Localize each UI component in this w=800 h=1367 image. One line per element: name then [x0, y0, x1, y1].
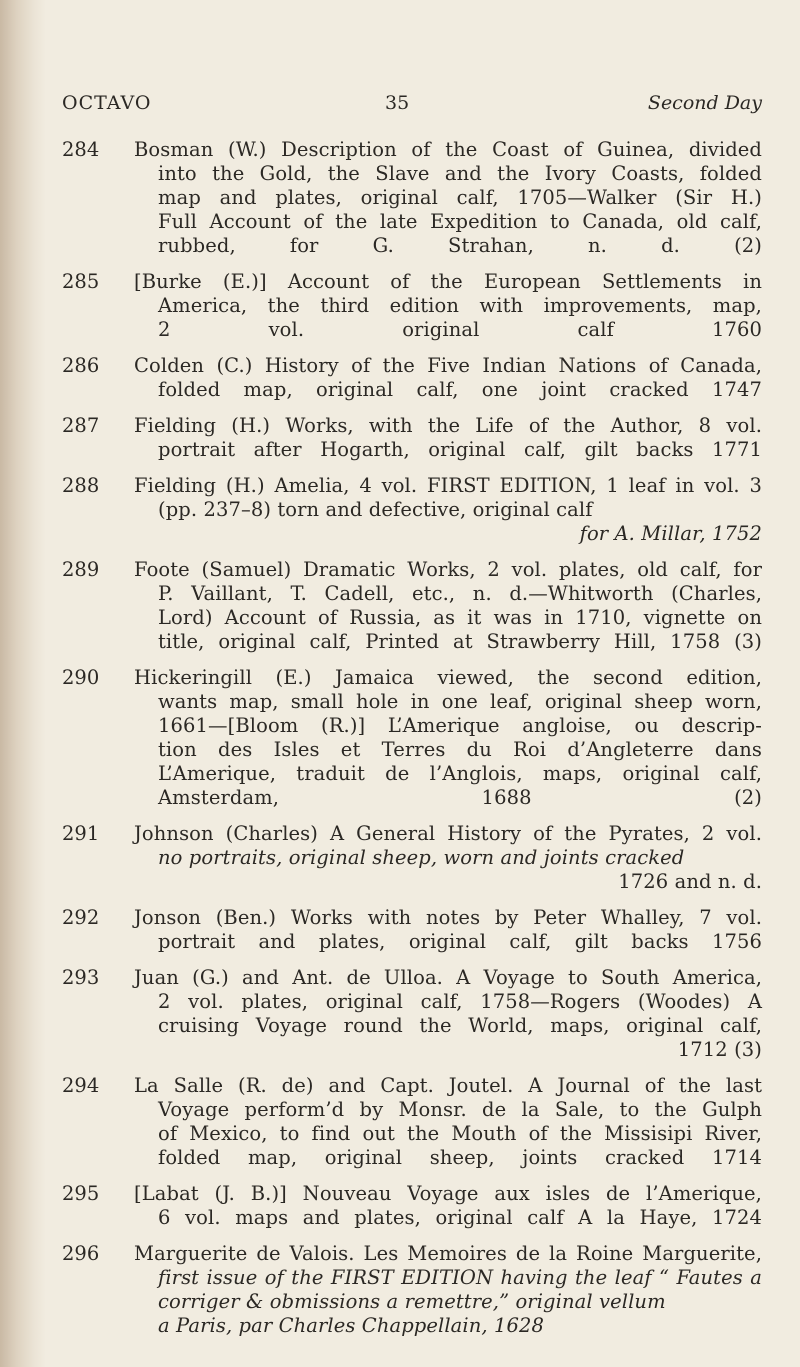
entry-line: Foote (Samuel) Dramatic Works, 2 vol. plates, old calf, for [134, 558, 762, 581]
entry-line: Fielding (H.) Amelia, 4 vol. FIRST EDITION, 1 leaf in vol. 3 [134, 474, 762, 497]
entry-line: Amsterdam, 1688 (2) [158, 786, 762, 809]
page-edge-shadow [0, 0, 46, 1367]
entry-line: Lord) Account of Russia, as it was in 1710, vignette on [158, 606, 762, 629]
entry-line: map and plates, original calf, 1705—Walker (Sir H.) [158, 186, 762, 209]
catalogue-entry [62, 354, 762, 402]
entry-line: Jonson (Ben.) Works with notes by Peter Whalley, 7 vol. [134, 906, 762, 929]
lot-number: 294 [62, 1074, 100, 1097]
lot-number: 293 [62, 966, 100, 989]
catalogue-entry [62, 1242, 762, 1338]
entry-line: for A. Millar, 1752 [579, 522, 762, 545]
entry-line: [Labat (J. B.)] Nouveau Voyage aux isles de l’Amerique, [134, 1182, 762, 1205]
catalogue-entry [62, 906, 762, 954]
lot-number: 286 [62, 354, 100, 377]
entry-line: first issue of the FIRST EDITION having the leaf “ Fautes a [158, 1266, 762, 1289]
lot-number: 292 [62, 906, 100, 929]
entry-line: 2 vol. original calf 1760 [158, 318, 762, 341]
entry-line: Full Account of the late Expedition to Canada, old calf, [158, 210, 762, 233]
lot-number: 289 [62, 558, 100, 581]
catalogue-entry [62, 966, 762, 1062]
entry-line: Bosman (W.) Description of the Coast of Guinea, divided [134, 138, 762, 161]
entry-line: of Mexico, to find out the Mouth of the Missisipi River, [158, 1122, 762, 1145]
catalogue-entries [62, 138, 762, 1350]
entry-line: 6 vol. maps and plates, original calf A la Haye, 1724 [158, 1206, 762, 1229]
entry-line: folded map, original calf, one joint cracked 1747 [158, 378, 762, 401]
entry-line: Juan (G.) and Ant. de Ulloa. A Voyage to South America, [134, 966, 762, 989]
lot-number: 295 [62, 1182, 100, 1205]
entry-line: a Paris, par Charles Chappellain, 1628 [158, 1314, 545, 1337]
entry-line: tion des Isles et Terres du Roi d’Angleterre dans [158, 738, 762, 761]
entry-line: Johnson (Charles) A General History of the Pyrates, 2 vol. [134, 822, 762, 845]
entry-line: rubbed, for G. Strahan, n. d. (2) [158, 234, 762, 257]
entry-line: corriger & obmissions a remettre,” original vellum [158, 1290, 666, 1313]
lot-number: 288 [62, 474, 100, 497]
lot-number: 284 [62, 138, 100, 161]
header-section: Second Day [647, 92, 762, 114]
entry-line: title, original calf, Printed at Strawberry Hill, 1758 (3) [158, 630, 762, 653]
entry-line: 1661—[Bloom (R.)] L’Amerique angloise, ou descrip- [158, 714, 762, 737]
entry-line: L’Amerique, traduit de l’Anglois, maps, original calf, [158, 762, 762, 785]
running-header [62, 92, 762, 122]
entry-line: cruising Voyage round the World, maps, original calf, [158, 1014, 762, 1037]
entry-line: no portraits, original sheep, worn and joints cracked [158, 846, 685, 869]
catalogue-entry [62, 558, 762, 654]
catalogue-entry [62, 414, 762, 462]
lot-number: 287 [62, 414, 100, 437]
catalogue-entry [62, 270, 762, 342]
entry-line: La Salle (R. de) and Capt. Joutel. A Journal of the last [134, 1074, 762, 1097]
entry-line: Hickeringill (E.) Jamaica viewed, the second edition, [134, 666, 762, 689]
lot-number: 290 [62, 666, 100, 689]
catalogue-entry [62, 138, 762, 258]
lot-number: 291 [62, 822, 100, 845]
entry-line: portrait after Hogarth, original calf, gilt backs 1771 [158, 438, 762, 461]
entry-line: America, the third edition with improvements, map, [158, 294, 762, 317]
entry-line: Marguerite de Valois. Les Memoires de la Roine Marguerite, [134, 1242, 762, 1265]
header-format: OCTAVO [62, 92, 152, 114]
entry-line: into the Gold, the Slave and the Ivory Coasts, folded [158, 162, 762, 185]
lot-number: 296 [62, 1242, 100, 1265]
catalogue-entry [62, 822, 762, 894]
entry-line: wants map, small hole in one leaf, original sheep worn, [158, 690, 762, 713]
entry-line: 1712 (3) [677, 1038, 762, 1061]
entry-line: Fielding (H.) Works, with the Life of the Author, 8 vol. [134, 414, 762, 437]
entry-line: 2 vol. plates, original calf, 1758—Rogers (Woodes) A [158, 990, 762, 1013]
entry-line: 1726 and n. d. [618, 870, 762, 893]
entry-line: Voyage perform’d by Monsr. de la Sale, to the Gulph [158, 1098, 762, 1121]
entry-line: P. Vaillant, T. Cadell, etc., n. d.—Whitworth (Charles, [158, 582, 762, 605]
catalogue-entry [62, 1074, 762, 1170]
catalogue-entry [62, 474, 762, 546]
entry-line: portrait and plates, original calf, gilt backs 1756 [158, 930, 762, 953]
page-number: 35 [385, 92, 410, 114]
catalogue-entry [62, 1182, 762, 1230]
lot-number: 285 [62, 270, 100, 293]
entry-line: Colden (C.) History of the Five Indian Nations of Canada, [134, 354, 762, 377]
entry-line: folded map, original sheep, joints cracked 1714 [158, 1146, 762, 1169]
entry-line: [Burke (E.)] Account of the European Settlements in [134, 270, 762, 293]
entry-line: (pp. 237–8) torn and defective, original calf [158, 498, 593, 521]
catalogue-entry [62, 666, 762, 810]
